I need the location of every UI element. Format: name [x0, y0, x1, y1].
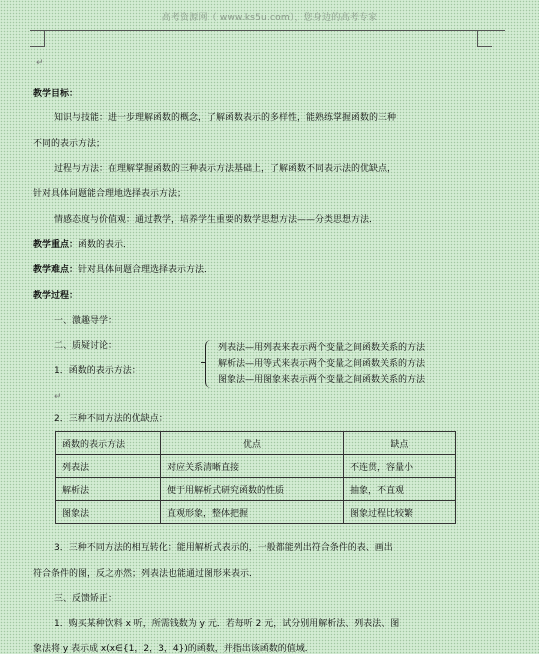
table-cell: 直观形象，整体把握 [161, 501, 344, 524]
paragraph-mark: ↵ [54, 392, 62, 402]
knowledge-line-1: 知识与技能：进一步理解函数的概念，了解函数表示的多样性，能熟练掌握函数的三种 [54, 113, 397, 123]
process-title: 教学过程： [33, 291, 79, 301]
table-row [56, 501, 456, 524]
difficulty [33, 262, 213, 275]
margin-corner-left [30, 30, 45, 47]
objectives-title: 教学目标： [33, 89, 79, 99]
table-cell: 不连贯，容量小 [344, 455, 456, 478]
paragraph-mark: ↵ [36, 58, 44, 68]
emotion-line: 情感态度与价值观：通过教学，培养学生重要的数学思想方法——分类思想方法． [54, 215, 379, 225]
step-2: 二、质疑讨论： [54, 341, 118, 351]
item-1: 1．函数的表示方法： [54, 366, 141, 376]
method-list [218, 340, 425, 388]
margin-corner-right [477, 30, 492, 47]
table-cell: 图象过程比较繁 [344, 501, 456, 524]
step-3: 三、反馈矫正： [54, 594, 118, 604]
comparison-table [55, 431, 456, 524]
table-cell: 列表法 [56, 455, 161, 478]
method-tabular: 列表法—用列表来表示两个变量之间函数关系的方法 [218, 343, 426, 353]
table-header-row [56, 432, 456, 455]
table-header-cell: 函数的表示方法 [56, 432, 161, 455]
table-cell: 图象法 [56, 501, 161, 524]
table-row [56, 478, 456, 501]
item-3-line-2: 符合条件的图，反之亦然；列表法也能通过图形来表示． [33, 569, 259, 579]
table-cell: 解析法 [56, 478, 161, 501]
difficulty-text: 针对具体问题合理选择表示方法． [78, 265, 214, 275]
table-cell: 对应关系清晰直接 [161, 455, 344, 478]
key-point-label: 教学重点： [33, 240, 79, 250]
curly-brace [205, 340, 214, 388]
key-point [33, 237, 132, 250]
process-line-2: 针对具体问题能合理地选择表示方法； [33, 189, 187, 199]
table-row [56, 455, 456, 478]
method-analytic: 解析法—用等式来表示两个变量之间函数关系的方法 [218, 359, 426, 369]
knowledge-line-2: 不同的表示方法； [33, 139, 106, 149]
header-rule [30, 30, 505, 31]
difficulty-label: 教学难点： [33, 265, 79, 275]
method-graphic: 图象法—用图象来表示两个变量之间函数关系的方法 [218, 375, 426, 385]
key-point-text: 函数的表示． [78, 240, 133, 250]
exercise-1-line-2: 象法将 y 表示成 x(x∈{1，2，3，4})的函数，并指出该函数的值域． [33, 644, 314, 654]
table-header-cell: 优点 [161, 432, 344, 455]
exercise-1-line-1: 1．购买某种饮料 x 听，所需钱数为 y 元．若每听 2 元，试分别用解析法、列表法、图 [54, 619, 400, 629]
process-line-1: 过程与方法：在理解掌握函数的三种表示方法基础上，了解函数不同表示法的优缺点， [54, 164, 397, 174]
table-cell: 便于用解析式研究函数的性质 [161, 478, 344, 501]
item-2: 2．三种不同方法的优缺点： [54, 414, 168, 424]
item-3-line-1: 3．三种不同方法的相互转化：能用解析式表示的，一般都能列出符合条件的表、画出 [54, 543, 393, 553]
page-header: 高考资源网（ www.ks5u.com），您身边的高考专家 [161, 13, 378, 23]
step-1: 一、激趣导学： [54, 316, 118, 326]
table-cell: 抽象，不直观 [344, 478, 456, 501]
table-header-cell: 缺点 [344, 432, 456, 455]
